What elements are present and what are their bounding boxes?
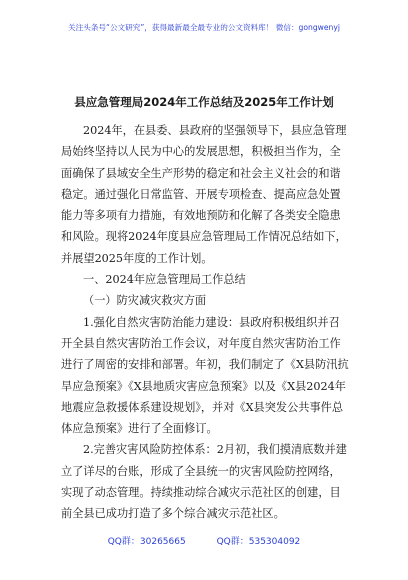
paragraph-line: 并展望2025年度的工作计划。 (61, 251, 213, 265)
paragraph-line: 开全县自然灾害防治工作会议，对年度自然灾害防治工作 (61, 336, 341, 350)
footer-contact (0, 534, 408, 547)
subsection-heading: （一）防灾减灾救灾方面 (83, 294, 207, 308)
paragraph-line: 能力等多项有力措施，有效地预防和化解了各类安全隐患 (61, 209, 341, 223)
paragraph-line: 稳定。通过强化日常监管、开展专项检查、提高应急处置 (61, 187, 341, 201)
paragraph-line: 立了详尽的台账，形成了全县统一的灾害风险防控网络， (61, 464, 341, 478)
paragraph-line: 地震应急救援体系建设规划》，并对《X县突发公共事件总 (61, 400, 344, 414)
document-body (61, 120, 351, 525)
qq-group-1: QQ群：30265665 (107, 537, 186, 547)
paragraph-line: 和风险。现将2024年度县应急管理局工作情况总结如下， (61, 230, 347, 244)
section-heading: 一、2024年应急管理局工作总结 (83, 273, 246, 287)
paragraph-line: 前全县已成功打造了多个综合减灾示范社区。 (61, 507, 285, 521)
paragraph-line: 旱应急预案》《X县地质灾害应急预案》以及《X县2024年 (61, 379, 346, 393)
paragraph-line: 实现了动态管理。持续推动综合减灾示范社区的创建，目 (61, 486, 341, 500)
paragraph-line: 进行了周密的安排和部署。年初，我们制定了《X县防汛抗 (61, 358, 349, 372)
paragraph-line: 面确保了县域安全生产形势的稳定和社会主义社会的和谐 (61, 166, 341, 180)
document-title: 县应急管理局2024年工作总结及2025年工作计划 (74, 95, 334, 109)
paragraph-line: 2024年，在县委、县政府的坚强领导下，县应急管理 (83, 124, 347, 137)
paragraph-line: 局始终坚持以人民为中心的发展思想，积极担当作为，全 (61, 145, 341, 159)
paragraph-line: 1.强化自然灾害防治能力建设：县政府积极组织并召 (83, 315, 340, 329)
header-banner: 关注头条号“公文研究”，获得最新最全最专业的公文资料库！ 微信：gongwenyj (68, 23, 340, 32)
qq-group-2: QQ群：535304092 (216, 537, 301, 547)
paragraph-line: 体应急预案》进行了全面修订。 (61, 422, 218, 436)
paragraph-line: 2.完善灾害风险防控体系：2月初，我们摸清底数并建 (83, 443, 347, 457)
